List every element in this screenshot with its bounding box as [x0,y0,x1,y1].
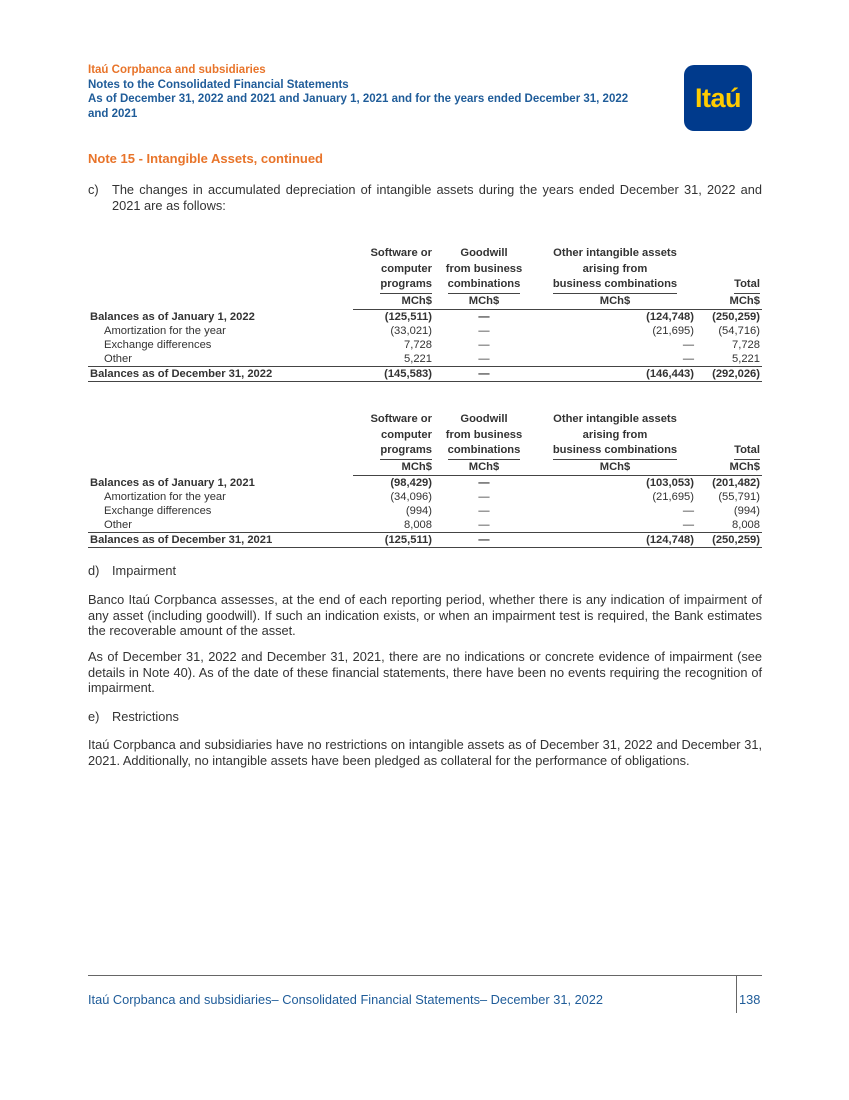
impairment-paragraph-1: Banco Itaú Corpbanca assesses, at the end of each reporting period, whether there is any indication of impairment of any asset (including goodwill). If such an indication exists, or when an impairment test is required, the Bank estimates the recoverable amount of the asset. [88,592,762,638]
table-header-row [88,246,762,294]
col-other-header: Other intangible assets arising from business combinations [534,246,696,294]
section-c-text: The changes in accumulated depreciation of intangible assets during the years ended December 31, 2022 and 2021 are as follows: [112,182,762,213]
section-c [88,182,762,213]
table-row: Exchange differences (994) — — (994) [104,505,760,517]
period-line-2: and 2021 [88,107,138,120]
footer-text: Itaú Corpbanca and subsidiaries– Consolidated Financial Statements– December 31, 2022 [88,992,604,1007]
period-line-1: As of December 31, 2022 and 2021 and January 1, 2021 and for the years ended December 31, 2022 [88,93,629,105]
col-goodwill-header: Goodwill from business combinations [434,246,534,294]
col-total-header: Total [696,246,762,294]
table-row: Amortization for the year (34,096) — (21,695) (55,791) [104,491,760,503]
company-name: Itaú Corpbanca and subsidiaries [88,64,266,76]
table-header-row [88,412,762,460]
table-total-row: Balances as of December 31, 2022 (145,583) — (146,443) (292,026) [90,368,760,380]
table-row: Amortization for the year (33,021) — (21,695) (54,716) [104,325,760,337]
col-other-header: Other intangible assets arising from business combinations [534,412,696,460]
unit-row: MCh$ MCh$ MCh$ MCh$ [88,460,762,476]
col-software-header: Software or computer programs [353,412,434,460]
document-title: Notes to the Consolidated Financial Statements [88,78,349,91]
col-total-header: Total [696,412,762,460]
col-goodwill-header: Goodwill from business combinations [434,412,534,460]
table-2022 [88,246,762,382]
table-2021 [88,412,762,548]
restrictions-paragraph: Itaú Corpbanca and subsidiaries have no restrictions on intangible assets as of December 31, 2022 and December 31, 2021. Additionally, no intangible assets have been pledged as collateral for the performance of obligations. [88,737,762,768]
unit-row: MCh$ MCh$ MCh$ MCh$ [88,294,762,310]
table-row: Balances as of January 1, 2022 (125,511) — (124,748) (250,259) [90,310,760,323]
table-row: Other 8,008 — — 8,008 [104,519,760,531]
note-title: Note 15 - Intangible Assets, continued [88,151,323,166]
itau-logo [684,65,752,131]
impairment-paragraph-2: As of December 31, 2022 and December 31, 2021, there are no indications or concrete evidence of impairment (see details in Note 40). As of the date of these financial statements, there have been no events requiring the recognition of impairment. [88,649,762,695]
col-software-header: Software or computer programs [353,246,434,294]
section-e-heading: e) Restrictions [88,709,179,724]
footer-divider [88,975,762,976]
section-c-label: c) [88,182,99,197]
section-d-heading: d) Impairment [88,563,177,578]
page-header [88,63,688,121]
footer-page-separator [736,976,737,1013]
table-row: Exchange differences 7,728 — — 7,728 [104,339,760,351]
table-row: Balances as of January 1, 2021 (98,429) — (103,053) (201,482) [90,476,760,489]
table-total-row: Balances as of December 31, 2021 (125,511) — (124,748) (250,259) [90,534,760,546]
logo-text: Itaú [694,82,741,113]
table-row: Other 5,221 — — 5,221 [104,353,760,365]
page-number: 138 [739,992,761,1007]
